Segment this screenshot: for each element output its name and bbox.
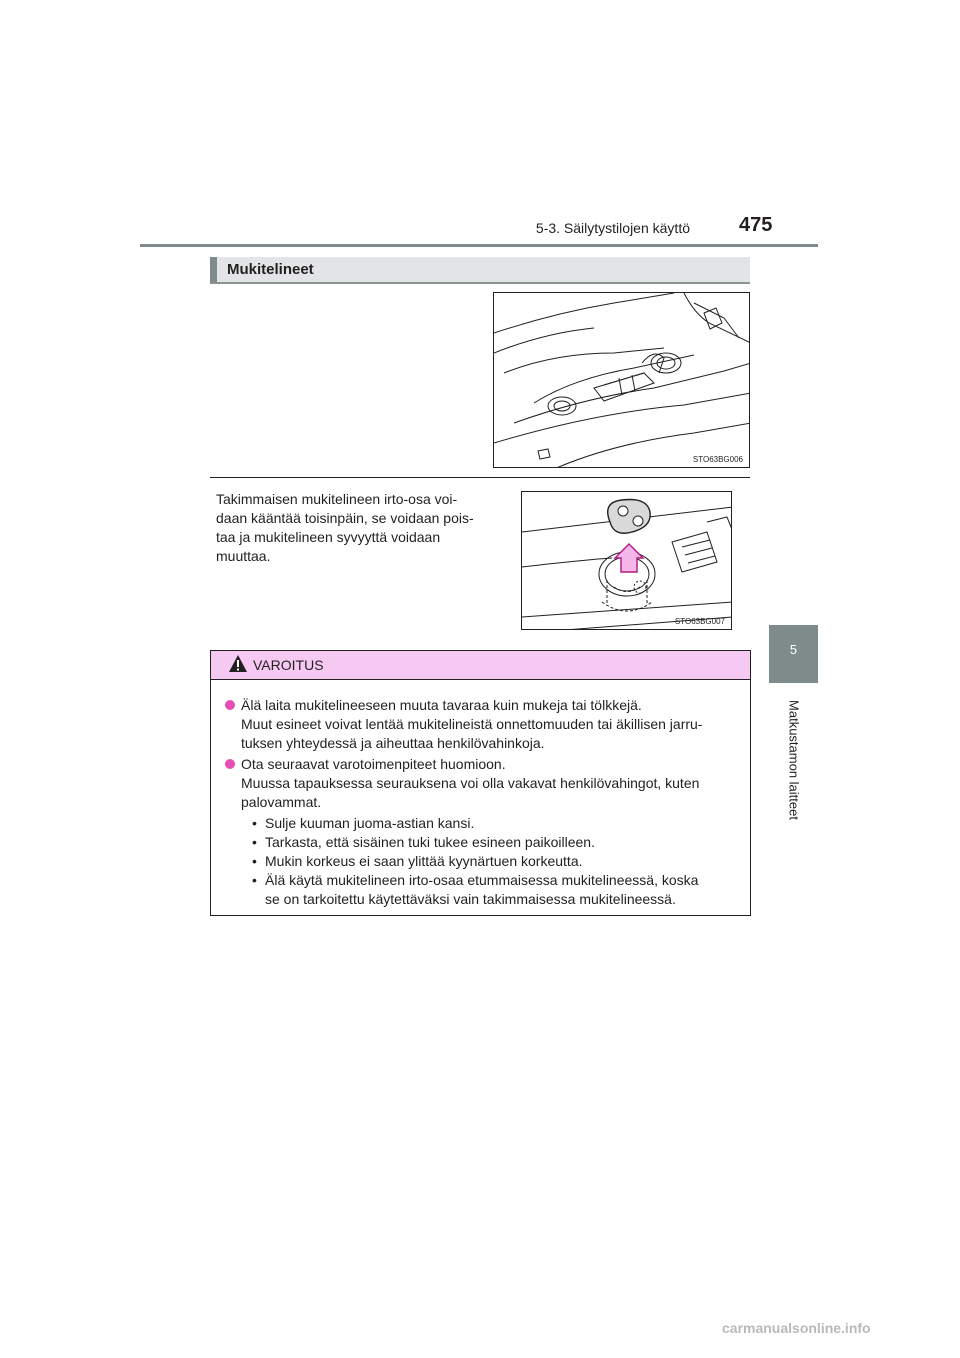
paragraph-line: taa ja mukitelineen syvyyttä voidaan (216, 529, 441, 545)
paragraph-line: daan kääntää toisinpäin, se voidaan pois- (216, 510, 474, 526)
warning-sub-item (246, 852, 743, 871)
warning-line: Muussa tapauksessa seurauksena voi olla vakavat henkilövahingot, kuten (241, 775, 700, 791)
body-paragraph (216, 490, 504, 566)
warning-line: tuksen yhteydessä ja aiheuttaa henkilövahinkoja. (241, 735, 545, 751)
chapter-tab-number: 5 (769, 625, 818, 683)
page-number: 475 (739, 214, 773, 236)
content-divider (210, 477, 750, 478)
sub-bullet: • (252, 815, 257, 831)
sub-item-text: Älä käytä mukitelineen irto-osaa etummaisessa mukitelineessä, koska (265, 872, 699, 888)
sub-bullet: • (252, 853, 257, 869)
warning-title: VAROITUS (253, 657, 324, 673)
section-title-accent (210, 257, 217, 282)
section-title-bar (210, 257, 750, 284)
sub-bullet: • (252, 834, 257, 850)
warning-sub-item (246, 833, 743, 852)
header-divider (140, 244, 818, 247)
figure-code: STO63BG007 (674, 617, 725, 626)
warning-item (225, 696, 743, 753)
figure-removable-insert (521, 491, 732, 630)
sub-item-text: se on tarkoitettu käytettäväksi vain takimmaisessa mukitelineessä. (265, 891, 676, 907)
sub-bullet: • (252, 872, 257, 888)
watermark: carmanualsonline.info (722, 1320, 871, 1336)
warning-line: Älä laita mukitelineeseen muuta tavaraa kuin mukeja tai tölkkejä. (241, 697, 642, 713)
header-section-title: 5-3. Säilytystilojen käyttö (535, 220, 690, 236)
sub-item-text: Mukin korkeus ei saan ylittää kyynärtuen korkeutta. (265, 853, 583, 869)
figure-code: STO63BG006 (692, 455, 743, 464)
warning-sub-item (246, 814, 743, 833)
paragraph-line: muuttaa. (216, 548, 271, 564)
console-illustration (494, 293, 750, 468)
figure-console-cupholders (493, 292, 750, 468)
chapter-tab-label (771, 690, 816, 830)
sub-item-text: Tarkasta, että sisäinen tuki tukee esineen paikoilleen. (265, 834, 595, 850)
chapter-tab-label-text: Matkustamon laitteet (786, 700, 801, 820)
sub-item-text: Sulje kuuman juoma-astian kansi. (265, 815, 475, 831)
warning-box (210, 650, 751, 916)
warning-item (225, 755, 743, 812)
bullet-icon (225, 759, 235, 769)
bullet-icon (225, 700, 235, 710)
section-title: Mukitelineet (227, 261, 314, 278)
warning-header (211, 651, 750, 680)
warning-sub-item (246, 871, 743, 909)
paragraph-line: Takimmaisen mukitelineen irto-osa voi- (216, 491, 458, 507)
warning-triangle-icon (228, 654, 248, 674)
insert-illustration (522, 492, 732, 630)
warning-line: Ota seuraavat varotoimenpiteet huomioon. (241, 756, 506, 772)
warning-line: Muut esineet voivat lentää mukitelineistä onnettomuuden tai äkillisen jarru- (241, 716, 703, 732)
warning-line: palovammat. (241, 794, 322, 810)
